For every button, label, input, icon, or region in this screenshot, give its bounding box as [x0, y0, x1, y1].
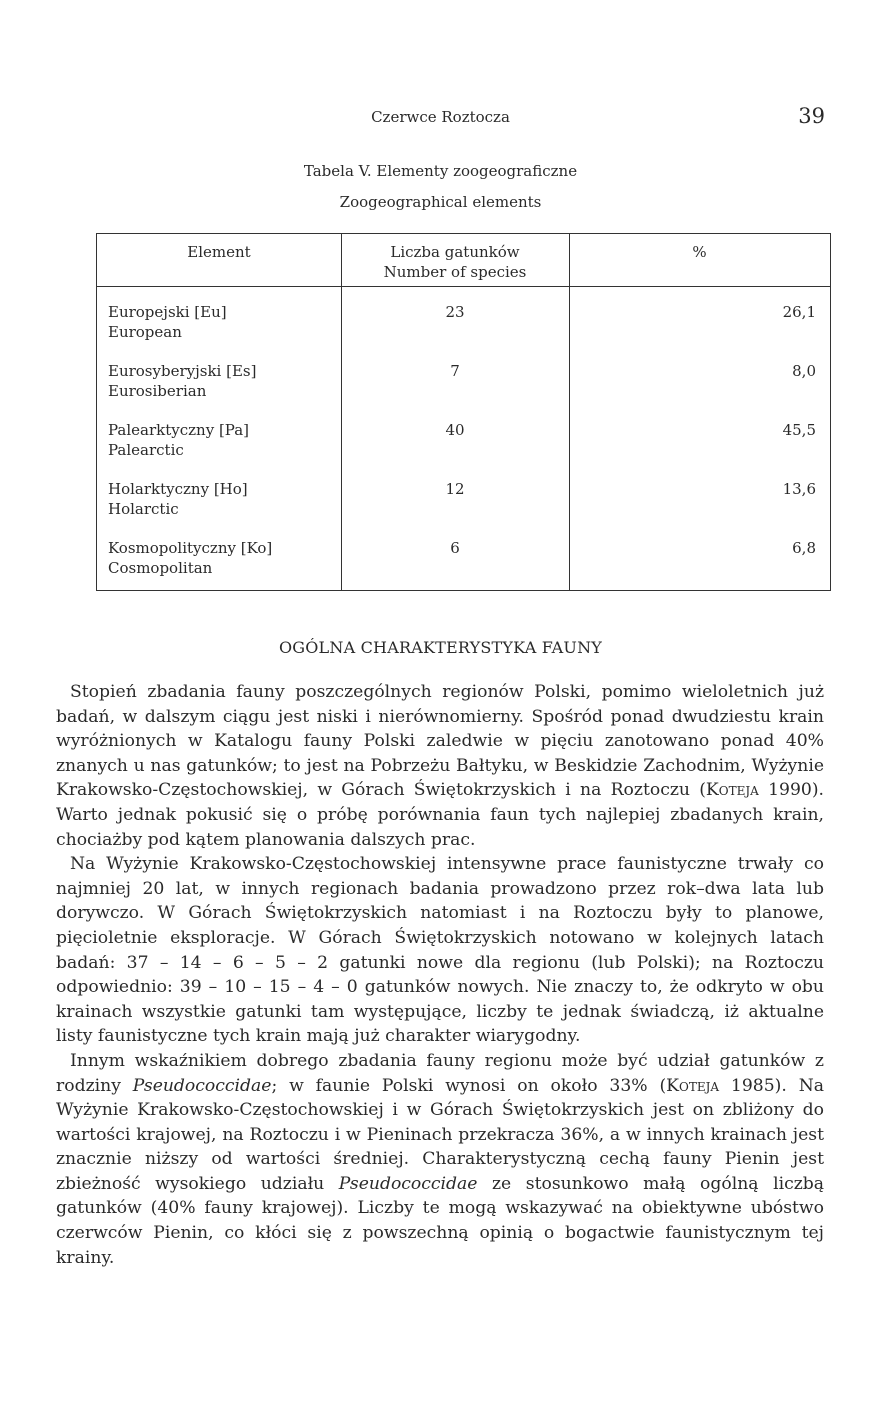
header-element: Element: [187, 243, 251, 261]
table-column-divider: [341, 234, 342, 590]
header-count-polish: Liczba gatunków: [390, 243, 520, 261]
section-heading: OGÓLNA CHARAKTERYSTYKA FAUNY: [278, 638, 603, 657]
row-element-polish: Palearktyczny [Pa]: [108, 421, 250, 439]
author-citation: Koteja: [666, 1075, 720, 1096]
header-count-english: Number of species: [383, 263, 527, 281]
row-percent: 8,0: [792, 362, 816, 380]
taxon-name: Pseudococcidae: [132, 1075, 272, 1096]
running-title: Czerwce Roztocza: [371, 108, 510, 126]
row-element-polish: Holarktyczny [Ho]: [108, 480, 248, 498]
table-header-divider: [97, 286, 830, 287]
table-caption-english: Zoogeographical elements: [339, 193, 542, 211]
paragraph-text: 1990). Warto jednak pokusić się o próbę porównania faun tych najlepiej zbadanych krain, chociażby pod kątem planowania dalszych prac.: [56, 780, 824, 850]
row-element-polish: Europejski [Eu]: [108, 303, 227, 321]
author-citation: Koteja: [705, 780, 759, 801]
paragraph-text: Innym wskaźnikiem dobrego zbadania fauny regionu może być udział gatunków z rodziny: [56, 1050, 824, 1096]
row-percent: 13,6: [782, 480, 816, 498]
row-element-english: Palearctic: [108, 441, 184, 459]
paragraph: [56, 1049, 824, 1270]
paragraph: Na Wyżynie Krakowsko-Częstochowskiej intensywne prace faunistyczne trwały co najmniej 20 lat, w innych regionach badania prowadzono przez rok–dwa lata lub dorywczo. W Górach Świętokrzyskich natomiast i na Roztoczu były to planowe, pięcioletnie eksploracje. W Górach Świętokrzyskich notowano w kolejnych latach badań: 37 – 14 – 6 – 5 – 2 gatunki nowe dla regionu (lub Polski); na Roztoczu odpowiednio: 39 – 10 – 15 – 4 – 0 gatunków nowych. Nie znaczy to, że odkryto w obu krainach wszystkie gatunki tam występujące, liczby te jednak świadczą, iż aktualne listy faunistyczne tych krain mają już charakter wiarygodny.: [56, 854, 824, 1047]
body-text: [56, 680, 824, 1270]
page-number: 39: [798, 104, 825, 128]
paragraph-text: ze stosunkowo małą ogólną liczbą gatunków (40% fauny krajowej). Liczby te mogą wskazywać na obiektywne ubóstwo czerwców Pienin, co kłóci się z powszechną opinią o bogactwie faunistycznym tej krainy.: [56, 1173, 824, 1268]
paragraph-text: Stopień zbadania fauny poszczególnych regionów Polski, pomimo wieloletnich już badań, w dalszym ciągu jest niski i nierównomierny. Spośród ponad dwudziestu krain wyróżnionych w Katalogu fauny Polski zaledwie w pięciu zanotowano ponad 40% znanych u nas gatunków; to jest na Pobrzeżu Bałtyku, w Beskidzie Zachodnim, Wyżynie Krakowsko-Częstochowskiej, w Górach Świętokrzyskich i na Roztoczu (: [56, 682, 824, 801]
row-element-english: Cosmopolitan: [108, 559, 213, 577]
row-element-polish: Eurosyberyjski [Es]: [108, 362, 257, 380]
table-column-divider: [569, 234, 570, 590]
row-percent: 26,1: [782, 303, 816, 321]
header-percent: %: [692, 243, 707, 261]
row-percent: 6,8: [792, 539, 816, 557]
row-count: 12: [445, 480, 465, 498]
row-count: 40: [445, 421, 465, 439]
row-count: 6: [450, 539, 460, 557]
paragraph-text: 1985). Na Wyżynie Krakowsko-Częstochowskiej i w Górach Świętokrzyskich jest on zbliżony do wartości krajowej, na Roztoczu i w Pieninach przekracza 36%, a w innych krainach jest znacznie niższy od wartości średniej. Charakterystyczną cechą fauny Pienin jest zbieżność wysokiego udziału: [56, 1075, 824, 1194]
row-percent: 45,5: [782, 421, 816, 439]
row-element-polish: Kosmopolityczny [Ko]: [108, 539, 273, 557]
row-count: 7: [450, 362, 460, 380]
row-element-english: Eurosiberian: [108, 382, 207, 400]
zoogeographic-table: [96, 233, 831, 591]
row-element-english: Holarctic: [108, 500, 179, 518]
paragraph-text: ; w faunie Polski wynosi on około 33% (: [271, 1075, 667, 1096]
taxon-name: Pseudococcidae: [338, 1173, 478, 1194]
row-count: 23: [445, 303, 465, 321]
paragraph: [56, 680, 824, 852]
running-head: [0, 104, 881, 132]
row-element-english: European: [108, 323, 182, 341]
table-caption-polish: Tabela V. Elementy zoogeograficzne: [303, 162, 578, 180]
